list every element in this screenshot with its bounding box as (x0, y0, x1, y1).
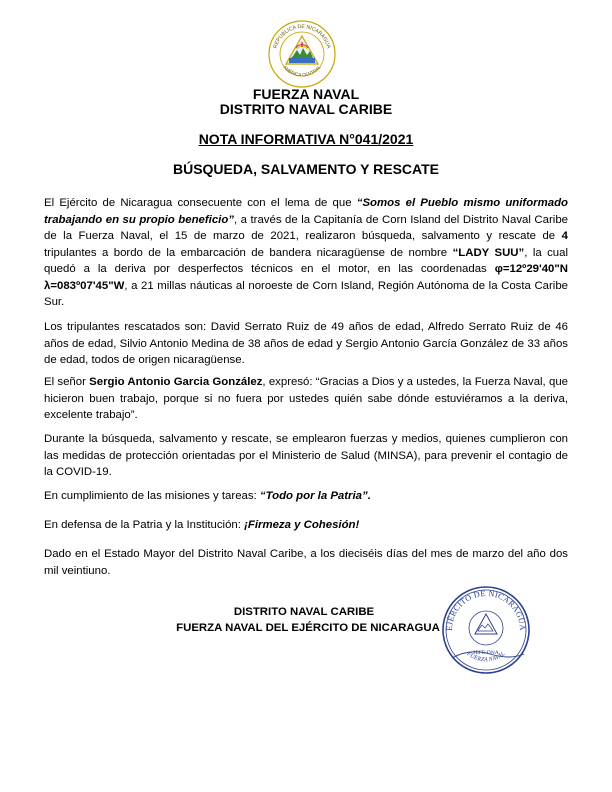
paragraph-7: Dado en el Estado Mayor del Distrito Naval Caribe, a los dieciséis días del mes de marzo del año dos mil veintiuno. (44, 548, 568, 577)
paragraph-5: En cumplimiento de las misiones y tareas: “Todo por la Patria”. (44, 490, 371, 502)
signature-line-2: FUERZA NAVAL DEL EJÉRCITO DE NICARAGUA (176, 622, 440, 634)
coat-of-arms-icon (266, 18, 338, 90)
crest-text-bottom: AMÉRICA CENTRAL (282, 64, 322, 78)
organization-name: FUERZA NAVAL (252, 86, 360, 102)
paragraph-3: El señor Sergio Antonio Garcia González, expresó: “Gracias a Dios y a ustedes, la Fuerza Naval, que hicieron buen trabajo, porque si no fuera por ustedes quién sabe dónde estuviéramos a la deriva, excelente trabajo”. (44, 376, 568, 421)
seal-text-mid: JEFE DNA (473, 650, 499, 656)
seal-text-ring: EJÉRCITO DE NICARAGUA (444, 588, 528, 631)
paragraph-4: Durante la búsqueda, salvamento y rescate, se emplearon fuerzas y medios, quienes cumplieron con las medidas de protección orientadas por el Ministerio de Salud (MINSA), para prevenir el contagio de la COVID-19. (44, 433, 568, 478)
seal-text-bottom: FUERZA NAVAL (465, 651, 507, 664)
official-seal-icon (440, 584, 532, 676)
paragraph-1: El Ejército de Nicaragua consecuente con el lema de que “Somos el Pueblo mismo uniformado trabajando en su propio beneficio”, a través de la Capitanía de Corn Island del Distrito Naval Caribe de la Fuerza Naval, el 15 de marzo de 2021, realizaron búsqueda, salvamento y rescate de 4 tripulantes a bordo de la embarcación de bandera nicaragüense de nombre “LADY SUU”, la cual quedó a la deriva por desperfectos técnicos en el motor, en las coordenadas φ=12º29'40"N λ=083º07'45"W, a 21 millas náuticas al noroeste de Corn Island, Región Autónoma de la Costa Caribe Sur. (44, 197, 569, 308)
mission-motto: “Todo por la Patria”. (259, 490, 371, 502)
army-motto: “Somos el Pueblo mismo uniformado trabajando en su propio beneficio” (44, 197, 568, 226)
paragraph-2: Los tripulantes rescatados son: David Serrato Ruiz de 49 años de edad, Alfredo Serrato Ruiz de 46 años de edad, Silvio Antonio Medina de 38 años de edad y Sergio Antonio García González de 33 años de edad, todos de origen nicaragüense. (44, 321, 568, 366)
coordinates: φ=12º29'40"N λ=083º07'45"W (44, 263, 568, 292)
paragraph-6: En defensa de la Patria y la Institución: ¡Firmeza y Cohesión! (44, 519, 360, 531)
vessel-name: “LADY SUU” (452, 246, 525, 259)
subject-title: BÚSQUEDA, SALVAMENTO Y RESCATE (172, 161, 440, 177)
speaker-name: Sergio Antonio Garcia González (89, 376, 263, 388)
svg-text:EJÉRCITO DE NICARAGUA (445, 589, 527, 631)
district-name: DISTRITO NAVAL CARIBE (219, 101, 393, 117)
signature-line-1: DISTRITO NAVAL CARIBE (233, 606, 375, 618)
svg-text:AMÉRICA CENTRAL (282, 64, 322, 77)
crest-text-top: REPÚBLICA DE NICARAGUA (272, 23, 332, 50)
note-title: NOTA INFORMATIVA N°041/2021 (198, 131, 414, 147)
defense-motto: ¡Firmeza y Cohesión! (244, 519, 360, 531)
crew-count: 4 (561, 230, 568, 242)
